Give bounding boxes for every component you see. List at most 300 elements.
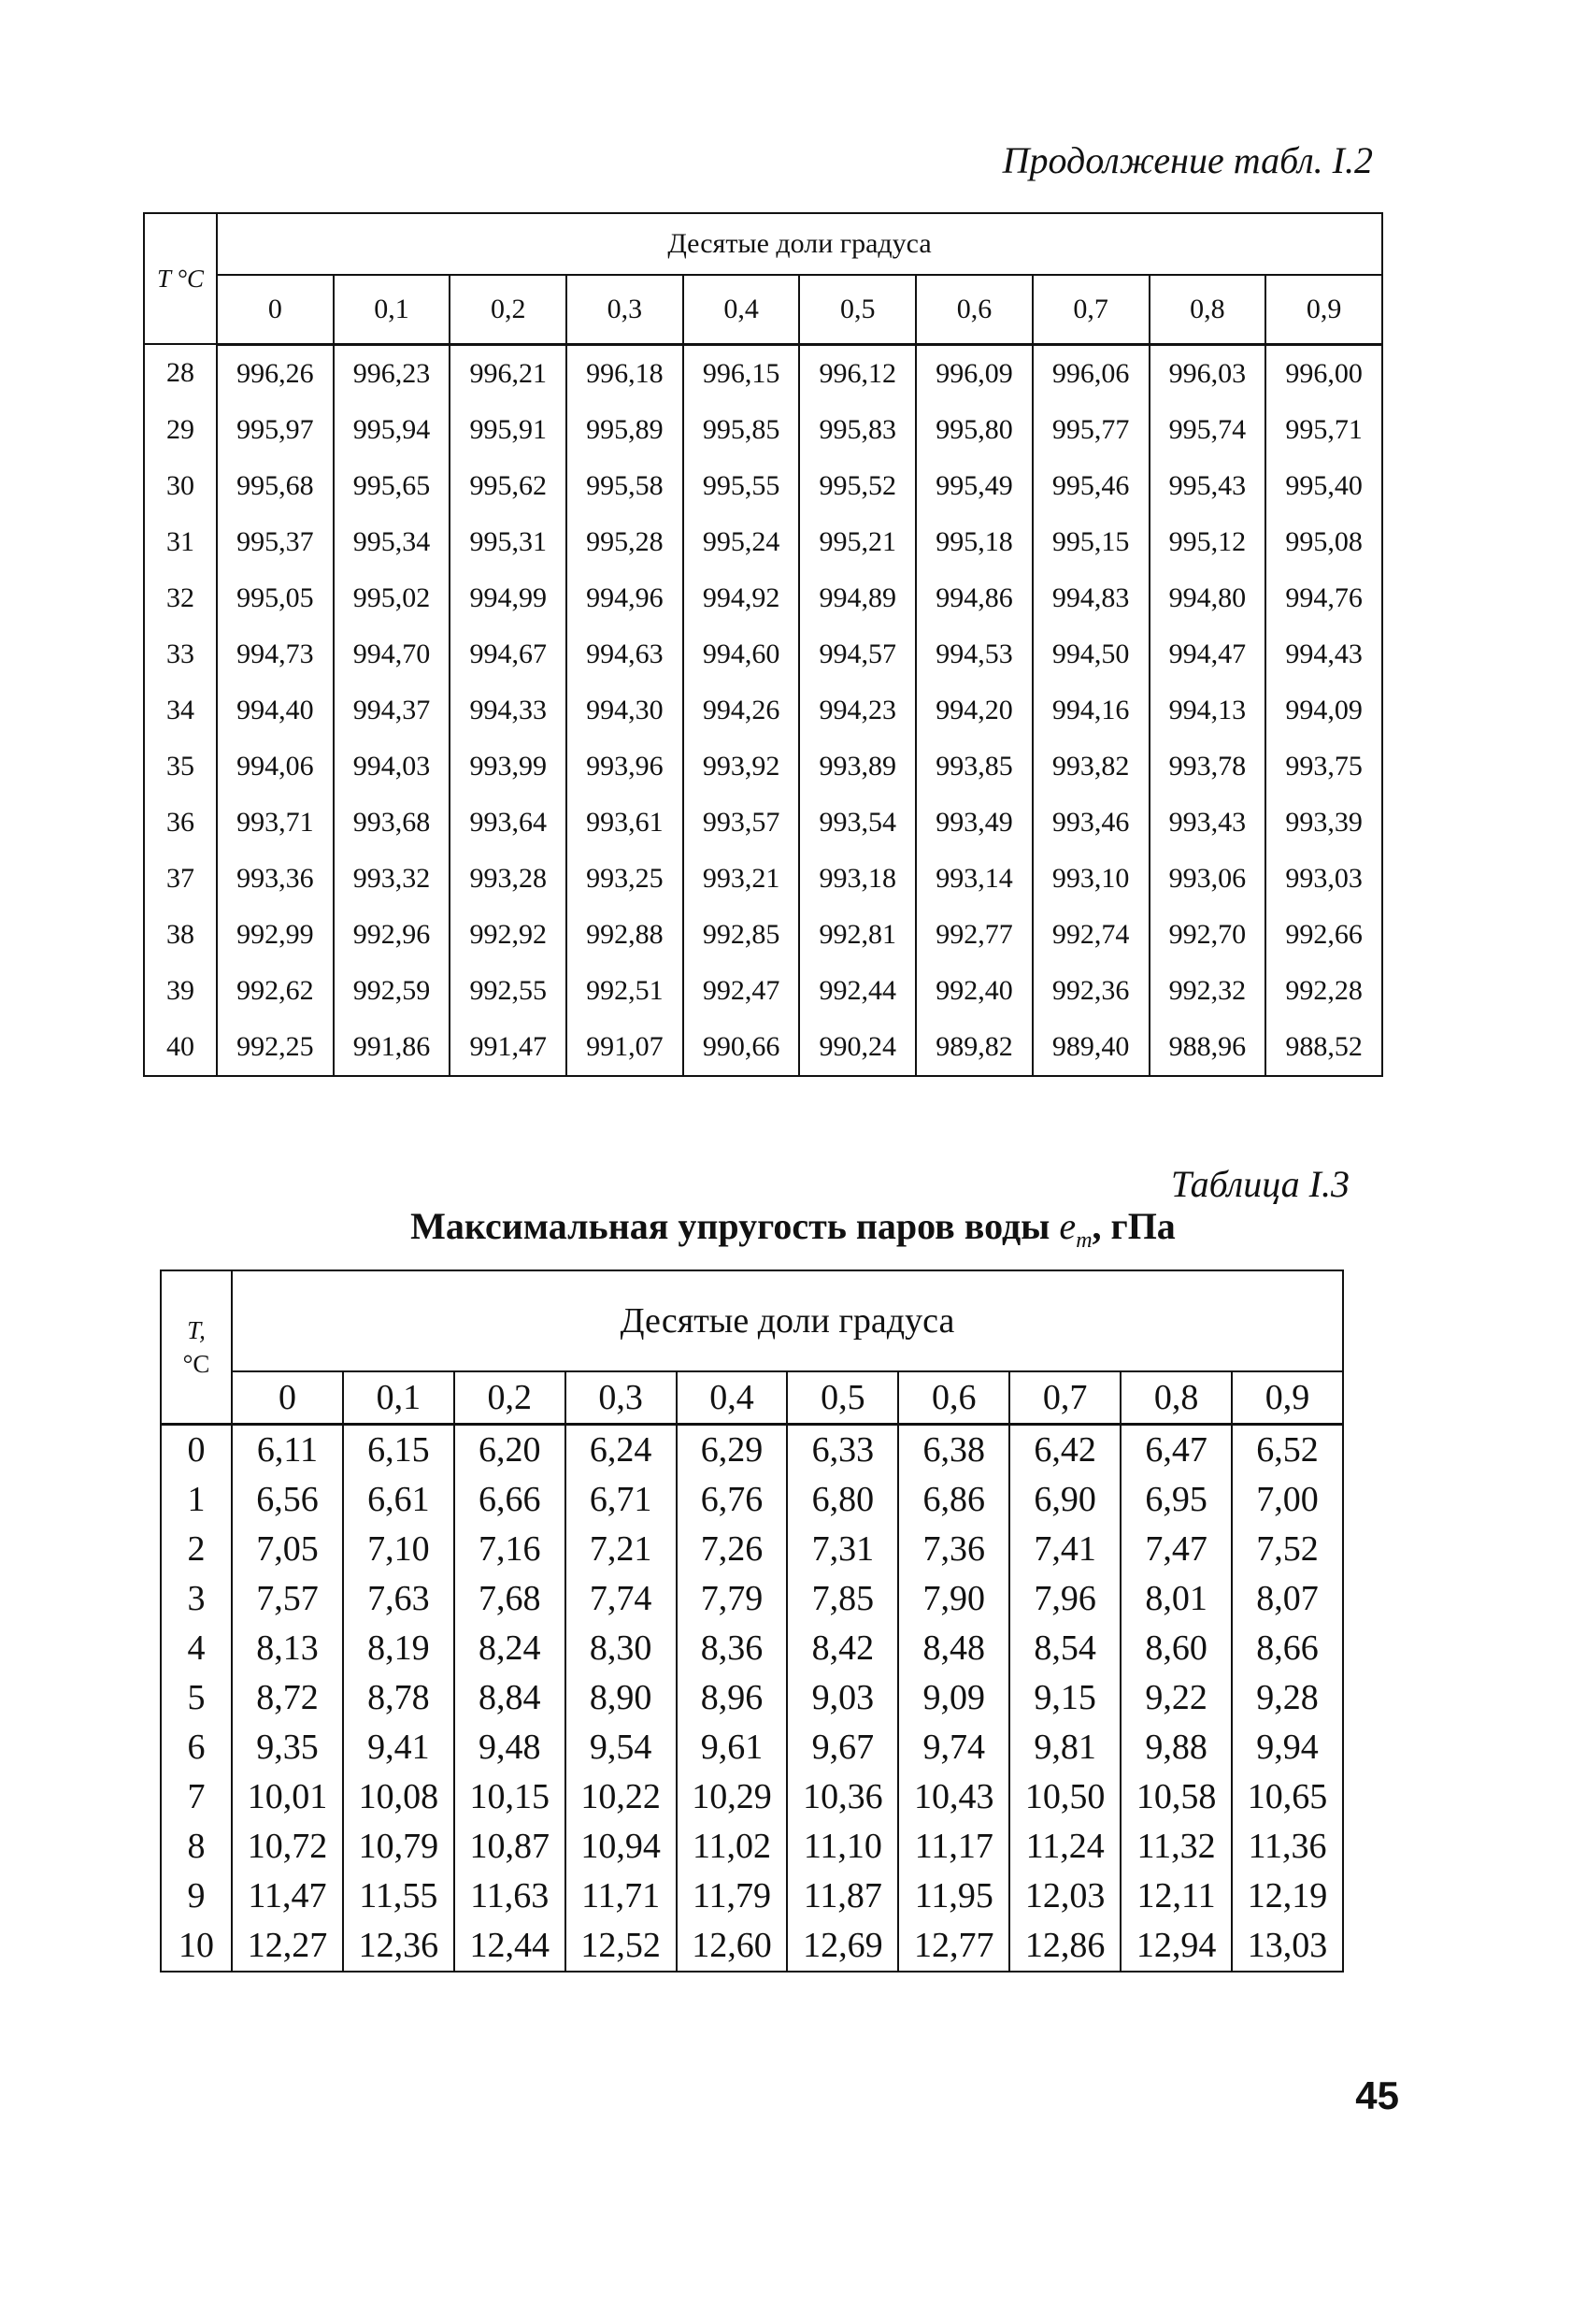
table-cell: 11,10 bbox=[787, 1822, 898, 1872]
table-cell: 994,53 bbox=[916, 626, 1033, 682]
table-cell: 993,39 bbox=[1265, 795, 1382, 851]
table-cell: 990,24 bbox=[799, 1019, 916, 1076]
table-cell: 12,94 bbox=[1121, 1921, 1232, 1972]
column-header: 0,5 bbox=[799, 275, 916, 344]
table-cell: 10,15 bbox=[454, 1772, 565, 1822]
column-header: 0,9 bbox=[1232, 1371, 1343, 1424]
table-cell: 994,92 bbox=[683, 570, 800, 626]
table-cell: 993,10 bbox=[1033, 851, 1150, 907]
table-cell: 993,14 bbox=[916, 851, 1033, 907]
table-cell: 10,22 bbox=[565, 1772, 677, 1822]
column-header: 0,2 bbox=[450, 275, 566, 344]
table-cell: 994,57 bbox=[799, 626, 916, 682]
table-cell: 996,06 bbox=[1033, 344, 1150, 402]
title-symbol: e bbox=[1059, 1205, 1077, 1247]
table-cell: 10,36 bbox=[787, 1772, 898, 1822]
table-cell: 9,81 bbox=[1009, 1723, 1121, 1772]
table-cell: 12,27 bbox=[232, 1921, 343, 1972]
table-row bbox=[144, 402, 1382, 458]
table-cell: 995,77 bbox=[1033, 402, 1150, 458]
table-row bbox=[144, 1019, 1382, 1076]
table-cell: 10,87 bbox=[454, 1822, 565, 1872]
table-cell: 9,35 bbox=[232, 1723, 343, 1772]
table-cell: 996,09 bbox=[916, 344, 1033, 402]
table-cell: 993,96 bbox=[566, 739, 683, 795]
table-cell: 7,26 bbox=[677, 1525, 788, 1574]
table-row bbox=[161, 1624, 1343, 1673]
column-header: 0,3 bbox=[566, 275, 683, 344]
table-cell: 995,94 bbox=[334, 402, 450, 458]
row-temperature: 30 bbox=[144, 458, 217, 514]
table-cell: 8,48 bbox=[898, 1624, 1009, 1673]
table-cell: 8,78 bbox=[343, 1673, 454, 1723]
table-cell: 12,69 bbox=[787, 1921, 898, 1972]
table-cell: 995,24 bbox=[683, 514, 800, 570]
table-cell: 992,96 bbox=[334, 907, 450, 963]
column-header: 0 bbox=[217, 275, 334, 344]
table-cell: 994,23 bbox=[799, 682, 916, 739]
table-cell: 996,12 bbox=[799, 344, 916, 402]
row-temperature: 29 bbox=[144, 402, 217, 458]
table-cell: 10,01 bbox=[232, 1772, 343, 1822]
row-temperature: 32 bbox=[144, 570, 217, 626]
table-cell: 11,47 bbox=[232, 1872, 343, 1921]
column-header: 0,5 bbox=[787, 1371, 898, 1424]
table-cell: 995,58 bbox=[566, 458, 683, 514]
table-cell: 12,86 bbox=[1009, 1921, 1121, 1972]
table-cell: 996,15 bbox=[683, 344, 800, 402]
table-cell: 9,67 bbox=[787, 1723, 898, 1772]
table-cell: 994,73 bbox=[217, 626, 334, 682]
table-cell: 10,29 bbox=[677, 1772, 788, 1822]
table-cell: 994,20 bbox=[916, 682, 1033, 739]
table-cell: 991,86 bbox=[334, 1019, 450, 1076]
table-cell: 10,50 bbox=[1009, 1772, 1121, 1822]
table-cell: 7,90 bbox=[898, 1574, 1009, 1624]
table-cell: 11,32 bbox=[1121, 1822, 1232, 1872]
table-cell: 10,08 bbox=[343, 1772, 454, 1822]
row-temperature: 8 bbox=[161, 1822, 232, 1872]
table-cell: 9,15 bbox=[1009, 1673, 1121, 1723]
table-cell: 996,00 bbox=[1265, 344, 1382, 402]
table-cell: 993,03 bbox=[1265, 851, 1382, 907]
row-temperature: 39 bbox=[144, 963, 217, 1019]
table-cell: 995,43 bbox=[1150, 458, 1266, 514]
corner-line2: °C bbox=[182, 1349, 210, 1378]
row-temperature: 40 bbox=[144, 1019, 217, 1076]
row-temperature: 7 bbox=[161, 1772, 232, 1822]
table-cell: 12,60 bbox=[677, 1921, 788, 1972]
table-cell: 992,59 bbox=[334, 963, 450, 1019]
table-cell: 8,72 bbox=[232, 1673, 343, 1723]
temperature-header: T °C bbox=[144, 213, 217, 344]
table-cell: 993,85 bbox=[916, 739, 1033, 795]
table-cell: 8,90 bbox=[565, 1673, 677, 1723]
title-subscript: m bbox=[1076, 1228, 1093, 1253]
title-text: Максимальная упругость паров воды bbox=[410, 1205, 1050, 1247]
table-cell: 994,76 bbox=[1265, 570, 1382, 626]
table-cell: 992,62 bbox=[217, 963, 334, 1019]
table-row bbox=[144, 739, 1382, 795]
table-row bbox=[144, 514, 1382, 570]
table-cell: 992,77 bbox=[916, 907, 1033, 963]
table-cell: 995,28 bbox=[566, 514, 683, 570]
table-cell: 9,61 bbox=[677, 1723, 788, 1772]
table-row bbox=[144, 851, 1382, 907]
table-row bbox=[161, 1772, 1343, 1822]
table-cell: 10,79 bbox=[343, 1822, 454, 1872]
table-cell: 10,94 bbox=[565, 1822, 677, 1872]
table-cell: 992,44 bbox=[799, 963, 916, 1019]
table-cell: 992,25 bbox=[217, 1019, 334, 1076]
row-temperature: 36 bbox=[144, 795, 217, 851]
table-cell: 994,60 bbox=[683, 626, 800, 682]
table-cell: 6,90 bbox=[1009, 1475, 1121, 1525]
table-row bbox=[161, 1525, 1343, 1574]
table-cell: 7,85 bbox=[787, 1574, 898, 1624]
table-row bbox=[161, 1475, 1343, 1525]
table-cell: 993,82 bbox=[1033, 739, 1150, 795]
table-cell: 6,76 bbox=[677, 1475, 788, 1525]
table-cell: 6,86 bbox=[898, 1475, 1009, 1525]
table-row bbox=[161, 1921, 1343, 1972]
table-cell: 994,47 bbox=[1150, 626, 1266, 682]
table-cell: 993,92 bbox=[683, 739, 800, 795]
table-cell: 993,89 bbox=[799, 739, 916, 795]
table-cell: 992,92 bbox=[450, 907, 566, 963]
table-cell: 8,24 bbox=[454, 1624, 565, 1673]
table-cell: 992,88 bbox=[566, 907, 683, 963]
table-cell: 7,10 bbox=[343, 1525, 454, 1574]
table-cell: 6,20 bbox=[454, 1424, 565, 1475]
table-cell: 994,80 bbox=[1150, 570, 1266, 626]
water-density-table bbox=[143, 212, 1383, 1077]
table-cell: 12,52 bbox=[565, 1921, 677, 1972]
table-row bbox=[161, 1822, 1343, 1872]
table-body bbox=[144, 344, 1382, 1076]
table-cell: 995,40 bbox=[1265, 458, 1382, 514]
table-cell: 994,83 bbox=[1033, 570, 1150, 626]
table-cell: 995,02 bbox=[334, 570, 450, 626]
table-cell: 994,33 bbox=[450, 682, 566, 739]
table-cell: 995,55 bbox=[683, 458, 800, 514]
column-header: 0,6 bbox=[898, 1371, 1009, 1424]
table-cell: 995,34 bbox=[334, 514, 450, 570]
table-cell: 989,82 bbox=[916, 1019, 1033, 1076]
row-temperature: 5 bbox=[161, 1673, 232, 1723]
table-cell: 996,18 bbox=[566, 344, 683, 402]
table-cell: 994,89 bbox=[799, 570, 916, 626]
table-cell: 995,62 bbox=[450, 458, 566, 514]
table-cell: 994,86 bbox=[916, 570, 1033, 626]
table-cell: 993,46 bbox=[1033, 795, 1150, 851]
table-caption: Таблица I.3 bbox=[1170, 1163, 1350, 1205]
table-cell: 9,54 bbox=[565, 1723, 677, 1772]
table-cell: 11,79 bbox=[677, 1872, 788, 1921]
table-cell: 8,66 bbox=[1232, 1624, 1343, 1673]
table-cell: 996,03 bbox=[1150, 344, 1266, 402]
tenths-group-header: Десятые доли градуса bbox=[217, 213, 1382, 275]
table-cell: 988,96 bbox=[1150, 1019, 1266, 1076]
table-cell: 7,74 bbox=[565, 1574, 677, 1624]
table-cell: 9,88 bbox=[1121, 1723, 1232, 1772]
column-header: 0,8 bbox=[1150, 275, 1266, 344]
tenths-group-header: Десятые доли градуса bbox=[232, 1270, 1343, 1371]
table-cell: 12,36 bbox=[343, 1921, 454, 1972]
table-cell: 994,67 bbox=[450, 626, 566, 682]
table-cell: 8,84 bbox=[454, 1673, 565, 1723]
column-header: 0 bbox=[232, 1371, 343, 1424]
table-cell: 8,36 bbox=[677, 1624, 788, 1673]
table-cell: 993,78 bbox=[1150, 739, 1266, 795]
row-temperature: 1 bbox=[161, 1475, 232, 1525]
table-cell: 995,31 bbox=[450, 514, 566, 570]
table-cell: 7,16 bbox=[454, 1525, 565, 1574]
table-cell: 994,30 bbox=[566, 682, 683, 739]
table-cell: 996,26 bbox=[217, 344, 334, 402]
table-cell: 992,28 bbox=[1265, 963, 1382, 1019]
row-temperature: 6 bbox=[161, 1723, 232, 1772]
row-temperature: 10 bbox=[161, 1921, 232, 1972]
table-cell: 993,57 bbox=[683, 795, 800, 851]
table-row bbox=[161, 1424, 1343, 1475]
table-cell: 995,83 bbox=[799, 402, 916, 458]
table-cell: 9,41 bbox=[343, 1723, 454, 1772]
table-row bbox=[144, 570, 1382, 626]
table-cell: 8,42 bbox=[787, 1624, 898, 1673]
column-header: 0,1 bbox=[334, 275, 450, 344]
table-cell: 7,00 bbox=[1232, 1475, 1343, 1525]
table-cell: 7,36 bbox=[898, 1525, 1009, 1574]
table-cell: 10,43 bbox=[898, 1772, 1009, 1822]
table-cell: 992,47 bbox=[683, 963, 800, 1019]
table-row bbox=[144, 795, 1382, 851]
table-cell: 993,06 bbox=[1150, 851, 1266, 907]
table-cell: 992,51 bbox=[566, 963, 683, 1019]
table-cell: 993,18 bbox=[799, 851, 916, 907]
table-cell: 6,95 bbox=[1121, 1475, 1232, 1525]
table-cell: 8,54 bbox=[1009, 1624, 1121, 1673]
table-cell: 993,68 bbox=[334, 795, 450, 851]
table-cell: 9,03 bbox=[787, 1673, 898, 1723]
table-cell: 995,15 bbox=[1033, 514, 1150, 570]
table-cell: 6,11 bbox=[232, 1424, 343, 1475]
table-cell: 993,36 bbox=[217, 851, 334, 907]
table-cell: 8,30 bbox=[565, 1624, 677, 1673]
table-cell: 993,32 bbox=[334, 851, 450, 907]
row-temperature: 34 bbox=[144, 682, 217, 739]
table-cell: 995,18 bbox=[916, 514, 1033, 570]
table-cell: 995,05 bbox=[217, 570, 334, 626]
table-cell: 995,46 bbox=[1033, 458, 1150, 514]
table-cell: 11,71 bbox=[565, 1872, 677, 1921]
table-cell: 7,31 bbox=[787, 1525, 898, 1574]
table-cell: 992,85 bbox=[683, 907, 800, 963]
table-cell: 6,15 bbox=[343, 1424, 454, 1475]
table-cell: 6,38 bbox=[898, 1424, 1009, 1475]
table-cell: 7,63 bbox=[343, 1574, 454, 1624]
table-cell: 7,68 bbox=[454, 1574, 565, 1624]
table-cell: 992,74 bbox=[1033, 907, 1150, 963]
row-temperature: 28 bbox=[144, 344, 217, 402]
table-row bbox=[144, 344, 1382, 402]
column-header: 0,9 bbox=[1265, 275, 1382, 344]
table-cell: 7,41 bbox=[1009, 1525, 1121, 1574]
table-cell: 994,50 bbox=[1033, 626, 1150, 682]
table-cell: 989,40 bbox=[1033, 1019, 1150, 1076]
table-cell: 11,02 bbox=[677, 1822, 788, 1872]
table-cell: 11,17 bbox=[898, 1822, 1009, 1872]
column-header: 0,4 bbox=[677, 1371, 788, 1424]
table-cell: 992,36 bbox=[1033, 963, 1150, 1019]
table-cell: 995,74 bbox=[1150, 402, 1266, 458]
table-cell: 995,85 bbox=[683, 402, 800, 458]
table-cell: 13,03 bbox=[1232, 1921, 1343, 1972]
table-cell: 8,07 bbox=[1232, 1574, 1343, 1624]
table-cell: 6,24 bbox=[565, 1424, 677, 1475]
table-cell: 8,60 bbox=[1121, 1624, 1232, 1673]
table-cell: 993,43 bbox=[1150, 795, 1266, 851]
table-cell: 994,99 bbox=[450, 570, 566, 626]
table-cell: 7,05 bbox=[232, 1525, 343, 1574]
table-cell: 9,94 bbox=[1232, 1723, 1343, 1772]
table-cell: 993,75 bbox=[1265, 739, 1382, 795]
table-cell: 995,91 bbox=[450, 402, 566, 458]
row-temperature: 35 bbox=[144, 739, 217, 795]
table-row bbox=[144, 458, 1382, 514]
table-title bbox=[0, 1204, 1586, 1254]
table-cell: 11,87 bbox=[787, 1872, 898, 1921]
table-cell: 8,13 bbox=[232, 1624, 343, 1673]
column-header: 0,6 bbox=[916, 275, 1033, 344]
table-cell: 993,28 bbox=[450, 851, 566, 907]
table-cell: 6,33 bbox=[787, 1424, 898, 1475]
table-cell: 7,47 bbox=[1121, 1525, 1232, 1574]
table-cell: 995,68 bbox=[217, 458, 334, 514]
table-cell: 993,71 bbox=[217, 795, 334, 851]
table-cell: 994,03 bbox=[334, 739, 450, 795]
column-header: 0,4 bbox=[683, 275, 800, 344]
tenths-header-row bbox=[144, 275, 1382, 344]
table-cell: 992,40 bbox=[916, 963, 1033, 1019]
row-temperature: 3 bbox=[161, 1574, 232, 1624]
table-cell: 6,61 bbox=[343, 1475, 454, 1525]
title-unit: , гПа bbox=[1092, 1205, 1176, 1247]
table-body bbox=[161, 1424, 1343, 1972]
table-cell: 6,52 bbox=[1232, 1424, 1343, 1475]
corner-line1: T, bbox=[187, 1315, 206, 1344]
table-cell: 991,47 bbox=[450, 1019, 566, 1076]
page-number: 45 bbox=[1355, 2073, 1399, 2117]
table-cell: 7,57 bbox=[232, 1574, 343, 1624]
table-row bbox=[161, 1872, 1343, 1921]
continuation-caption: Продолжение табл. I.2 bbox=[1002, 139, 1373, 181]
table-cell: 9,09 bbox=[898, 1673, 1009, 1723]
table-cell: 8,01 bbox=[1121, 1574, 1232, 1624]
table-cell: 990,66 bbox=[683, 1019, 800, 1076]
table-cell: 12,19 bbox=[1232, 1872, 1343, 1921]
table-cell: 11,24 bbox=[1009, 1822, 1121, 1872]
table-cell: 11,55 bbox=[343, 1872, 454, 1921]
table-row bbox=[144, 682, 1382, 739]
table-cell: 12,77 bbox=[898, 1921, 1009, 1972]
table-cell: 994,16 bbox=[1033, 682, 1150, 739]
table-cell: 995,97 bbox=[217, 402, 334, 458]
table-cell: 9,48 bbox=[454, 1723, 565, 1772]
table-cell: 994,43 bbox=[1265, 626, 1382, 682]
row-temperature: 31 bbox=[144, 514, 217, 570]
table-row bbox=[144, 963, 1382, 1019]
table-cell: 992,99 bbox=[217, 907, 334, 963]
table-cell: 995,08 bbox=[1265, 514, 1382, 570]
row-temperature: 38 bbox=[144, 907, 217, 963]
column-header: 0,2 bbox=[454, 1371, 565, 1424]
table-cell: 8,19 bbox=[343, 1624, 454, 1673]
tenths-header-row bbox=[161, 1371, 1343, 1424]
table-cell: 7,52 bbox=[1232, 1525, 1343, 1574]
table-cell: 6,29 bbox=[677, 1424, 788, 1475]
table-cell: 11,36 bbox=[1232, 1822, 1343, 1872]
table-cell: 994,26 bbox=[683, 682, 800, 739]
table-cell: 993,54 bbox=[799, 795, 916, 851]
table-cell: 988,52 bbox=[1265, 1019, 1382, 1076]
table-cell: 6,42 bbox=[1009, 1424, 1121, 1475]
table-cell: 9,74 bbox=[898, 1723, 1009, 1772]
table-cell: 993,21 bbox=[683, 851, 800, 907]
table-cell: 6,80 bbox=[787, 1475, 898, 1525]
table-cell: 7,96 bbox=[1009, 1574, 1121, 1624]
table-cell: 992,66 bbox=[1265, 907, 1382, 963]
table-cell: 8,96 bbox=[677, 1673, 788, 1723]
table-cell: 9,22 bbox=[1121, 1673, 1232, 1723]
table-cell: 11,95 bbox=[898, 1872, 1009, 1921]
row-temperature: 37 bbox=[144, 851, 217, 907]
temperature-header bbox=[161, 1270, 232, 1424]
column-header: 0,1 bbox=[343, 1371, 454, 1424]
table-cell: 995,65 bbox=[334, 458, 450, 514]
table-cell: 992,32 bbox=[1150, 963, 1266, 1019]
table-cell: 992,70 bbox=[1150, 907, 1266, 963]
table-cell: 9,28 bbox=[1232, 1673, 1343, 1723]
table-cell: 994,63 bbox=[566, 626, 683, 682]
row-temperature: 9 bbox=[161, 1872, 232, 1921]
table-cell: 995,52 bbox=[799, 458, 916, 514]
table-cell: 996,21 bbox=[450, 344, 566, 402]
row-temperature: 33 bbox=[144, 626, 217, 682]
table-cell: 994,37 bbox=[334, 682, 450, 739]
table-cell: 11,63 bbox=[454, 1872, 565, 1921]
table-row bbox=[161, 1574, 1343, 1624]
table-cell: 992,55 bbox=[450, 963, 566, 1019]
table-cell: 993,49 bbox=[916, 795, 1033, 851]
table-cell: 994,06 bbox=[217, 739, 334, 795]
row-temperature: 0 bbox=[161, 1424, 232, 1475]
table-cell: 996,23 bbox=[334, 344, 450, 402]
table-row bbox=[161, 1723, 1343, 1772]
row-temperature: 4 bbox=[161, 1624, 232, 1673]
table-cell: 12,11 bbox=[1121, 1872, 1232, 1921]
table-row bbox=[161, 1673, 1343, 1723]
table-cell: 995,49 bbox=[916, 458, 1033, 514]
table-cell: 995,21 bbox=[799, 514, 916, 570]
table-cell: 994,96 bbox=[566, 570, 683, 626]
table-cell: 993,99 bbox=[450, 739, 566, 795]
table-cell: 993,64 bbox=[450, 795, 566, 851]
table-cell: 7,79 bbox=[677, 1574, 788, 1624]
table-row bbox=[144, 907, 1382, 963]
table-cell: 10,58 bbox=[1121, 1772, 1232, 1822]
table-cell: 10,65 bbox=[1232, 1772, 1343, 1822]
